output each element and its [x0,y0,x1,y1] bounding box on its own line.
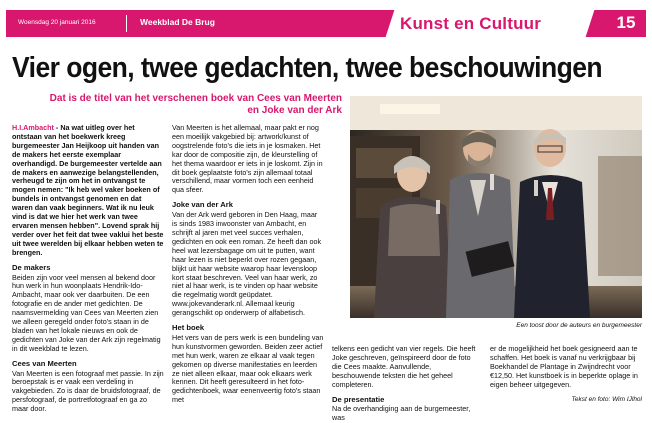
paragraph-col2: Van Meerten is het allemaal, maar pakt er nog een moeilijk vakgebied bij: artwork/kunst of oogstrelende foto's die iets in je losmaken. Het kar door de compositie zijn, de kleurstelling of het thema waardoor er iets in je loskomt. Zijn in dit boek geplaatste foto's zijn allemaal totaal verschillend, maar vormen toch een eenheid qua sfeer. [172,123,323,195]
subhead-line-2: en Joke van der Ark [247,105,342,116]
heading-cees: Cees van Meerten [12,358,77,368]
paragraph-cees: Van Meerten is een fotograaf met passie. In zijn beroepstak is er vaak een verdeling in vakgebieden. Zo is daar de bruidsfotograaf, de persfotograaf, de portretfotograaf en ga zo maar door. [12,368,164,414]
header-divider [126,15,127,32]
article-headline: Vier ogen, twee gedachten, twee beschouwingen [12,52,603,84]
subhead-line-1: Dat is de titel van het verschenen boek van Cees van Meerten [49,93,342,104]
photo-credit: Tekst en foto: Wim IJlhol [571,396,642,403]
paragraph-joke: Van der Ark werd geboren in Den Haag, maar is sinds 1983 inwoonster van Ambacht, en schrijft al jaren met veel succes verhalen, gedichten en ook een roman. Ze heeft dan ook heel wat lezersbagage om uit te putten, want haar lezen is niet beperkt over rozen gegaan, blijkt uit haar website waarop haar levensloop kort staat beschreven. Veel van haar werk, zo niet al haar werk, is te vinden op haar website die regelmatig wordt geüpdatet. www.jokevanderark.nl. Allemaal keurig gerangschikt op onderwerp of alfabetisch. [172,210,322,318]
article-subhead [20,93,342,117]
paragraph-presentatie: Na de overhandiging aan de burgemeester, was [332,404,471,423]
photo-illustration [350,96,642,318]
paragraph-col4: er de mogelijkheid het boek gesigneerd aan te schaffen. Het boek is vanaf nu verkrijgbaar bij Boekhandel de Plantage in Zwijndrecht voor €12,50. Het kunstboek is in beperkte oplage in eigen beheer uitgegeven. [490,344,638,389]
issue-date: Woensdag 20 januari 2016 [18,19,96,26]
paragraph-boek: Het vers van de pers werk is een bundeling van hun kunstvormen geworden. Beiden zeer actief met hun werk, waren ze elkaar al vaak tegen gekomen op diverse manifestaties en leerden ze niet alleen elkaar, maar ook elkaars werk kennen. Dit heeft geresulteerd in het foto-gedichtenboek, waar eenenveertig foto's staan met [172,332,324,405]
heading-boek: Het boek [172,323,205,333]
page-number: 15 [616,13,636,32]
text-column-1 [12,124,164,414]
heading-presentatie: De presentatie [332,394,385,404]
text-column-2 [172,124,324,405]
photo-caption: Een toost door de auteurs en burgemeester [516,322,642,329]
section-title: Kunst en Cultuur [400,14,542,33]
paragraph-makers: Beiden zijn voor veel mensen al bekend door hun werk in hun woonplaats Hendrik-Ido-Ambacht, maar ook ver daarbuiten. De een fotografie en de ander met gedichten. De naamsvermelding van Cees van Meerten zien we alleen geregeld onder foto's staan in de bladen van het lokale nieuws en ook de gedichten van Joke van der Ark zijn regelmatig in dit weekblad te lezen. [12,272,161,353]
heading-joke: Joke van der Ark [172,200,233,210]
byline: H.I.Ambacht [12,123,54,132]
article-photo [350,96,642,318]
intro-text: - Na wat uitleg over het ontstaan van het boekwerk kreeg burgemeester Jan Heijkoop uit handen van de makers het eerste exemplaar overhandigd. De burgemeester vertelde aan de makers en aanwezige belangstellenden, verheugd te zijn om het in ontvangst te mogen nemen: "Ik heb wel vaker boeken of bundels in ontvangst genomen en dat waren dan vaak beginners. Wat ik nu leuk vind is dat we hier het werk van twee ervaren mensen hebben". Lovend sprak hij verder over het feit dat twee vaklui het beste uit twee werelden bij elkaar hebben weten te brengen. [12,123,164,257]
text-column-3 [332,345,480,423]
publication-name: Weekblad De Brug [140,17,215,27]
text-column-4 [490,345,642,390]
heading-makers: De makers [12,262,51,272]
paragraph-col3: telkens een gedicht van vier regels. Die heeft Joke geschreven, geïnspireerd door de foto die Cees maakte. Aanvullende, beschouwende teksten die het geheel completeren. [332,344,476,389]
page-header-bar [6,10,646,37]
intro-paragraph [12,124,164,258]
